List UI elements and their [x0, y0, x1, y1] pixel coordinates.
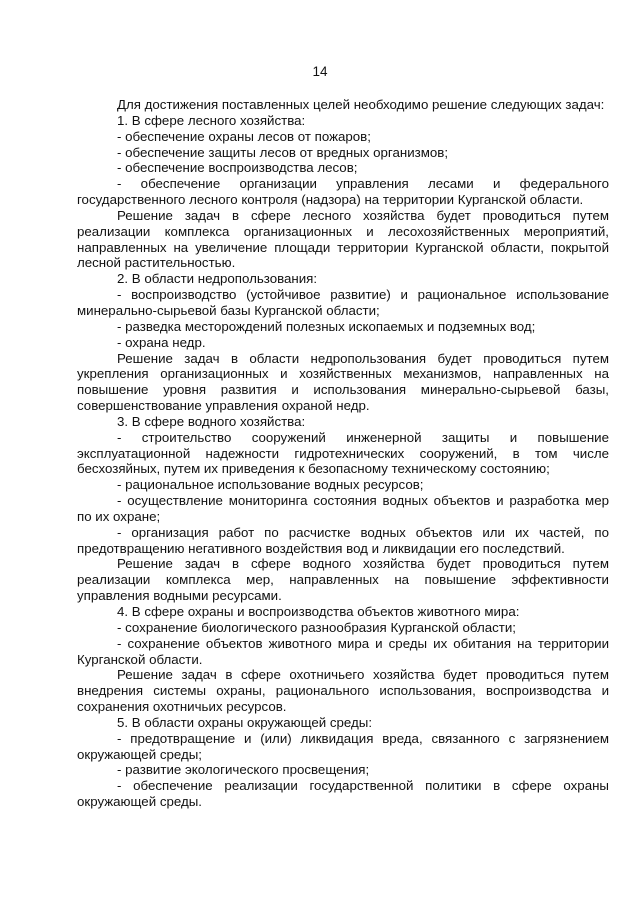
list-item: - осуществление мониторинга состояния водных объектов и разработка мер по их охране;	[77, 493, 609, 524]
section-heading: 2. В области недропользования:	[117, 271, 318, 287]
list-item: - разведка месторождений полезных ископаемых и подземных вод;	[117, 318, 536, 334]
list-item: - обеспечение воспроизводства лесов;	[117, 160, 358, 176]
list-item: - предотвращение и (или) ликвидация вреда, связанного с загрязнением окружающей среды;	[77, 730, 609, 762]
list-item: - строительство сооружений инженерной защиты и повышение эксплуатационной надежности гидротехнических сооружений, в том числе бесхозяйных, путем их приведения к безопасному техническому состоянию;	[77, 429, 609, 477]
document-body	[77, 97, 609, 810]
list-item: - развитие экологического просвещения;	[117, 762, 370, 778]
list-item: - обеспечение охраны лесов от пожаров;	[117, 128, 371, 144]
section-heading: 5. В области охраны окружающей среды:	[117, 714, 373, 730]
section-heading: 4. В сфере охраны и воспроизводства объектов животного мира:	[117, 604, 520, 619]
list-item: - обеспечение реализации государственной политики в сфере охраны окружающей среды.	[77, 778, 609, 810]
paragraph: Решение задач в сфере охотничьего хозяйства будет проводиться путем внедрения системы охраны, рационального использования, воспроизводства и сохранения охотничьих ресурсов.	[77, 667, 609, 715]
paragraph: Решение задач в сфере водного хозяйства будет проводиться путем реализации комплекса мер, направленных на повышение эффективности управления водными ресурсами.	[77, 556, 609, 604]
paragraph: Для достижения поставленных целей необходимо решение следующих задач:	[117, 97, 605, 112]
list-item: - обеспечение организации управления лесами и федерального государственного лесного контроля (надзора) на территории Курганской области.	[77, 176, 609, 208]
section-heading: 3. В сфере водного хозяйства:	[117, 413, 306, 429]
list-item: - воспроизводство (устойчивое развитие) и рациональное использование минерально-сырьевой базы Курганской области;	[77, 287, 609, 318]
list-item: - рациональное использование водных ресурсов;	[117, 477, 424, 493]
list-item: - обеспечение защиты лесов от вредных организмов;	[117, 144, 449, 160]
page-number: 14	[312, 64, 328, 79]
section-heading: 1. В сфере лесного хозяйства:	[117, 112, 306, 128]
list-item: - сохранение объектов животного мира и среды их обитания на территории Курганской области.	[77, 635, 609, 667]
list-item: - охрана недр.	[117, 334, 206, 350]
paragraph: Решение задач в сфере лесного хозяйства будет проводиться путем реализации комплекса организационных и лесохозяйственных мероприятий, направленных на увеличение площади территории Курганской области, покрытой лесной растительностью.	[77, 207, 609, 271]
list-item: - организация работ по расчистке водных объектов или их частей, по предотвращению негативного воздействия вод и ликвидации его последствий.	[77, 524, 609, 556]
list-item: - сохранение биологического разнообразия Курганской области;	[117, 619, 516, 635]
paragraph: Решение задач в области недропользования будет проводиться путем укрепления организационных и хозяйственных механизмов, направленных на повышение уровня развития и использования минерально-сырьевой базы, совершенствование управления охраной недр.	[77, 350, 609, 414]
